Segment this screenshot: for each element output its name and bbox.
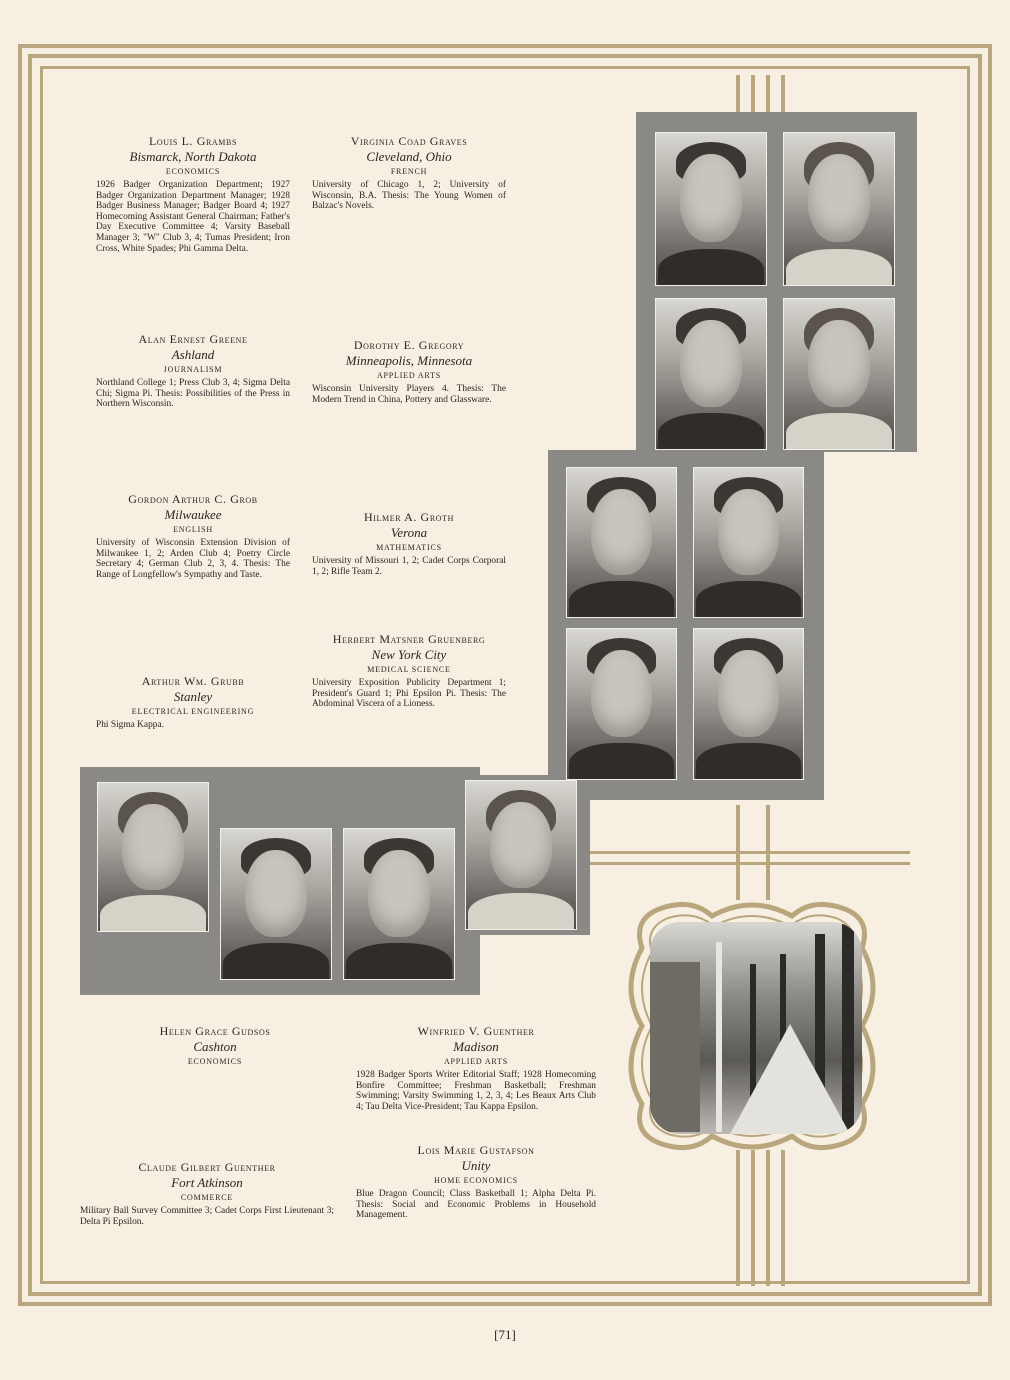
ornament-line	[766, 1150, 770, 1286]
student-name: Louis L. Grambs	[148, 134, 237, 148]
student-department: JOURNALISM	[163, 365, 223, 374]
student-entry	[118, 1024, 312, 1070]
student-name: Helen Grace Gudsos	[159, 1024, 271, 1038]
ornament-line	[766, 75, 770, 115]
student-name: Herbert Matsner Gruenberg	[332, 632, 486, 646]
student-department: FRENCH	[390, 167, 428, 176]
ornament-line	[736, 75, 740, 115]
student-department: COMMERCE	[180, 1193, 234, 1202]
student-activities: 1926 Badger Organization Department; 1927 Badger Organization Department Manager; 1928 Badger Business Manager; Badger Board 4; 1927 Homecoming Assistant General Chairman; Father's Day Executive Committee 4; Varsity Baseball Manager 3; "W" Club 3, 4; Tumas President; Iron Cross, White Spades; Phi Gamma Delta.	[96, 180, 290, 254]
student-entry	[80, 1160, 334, 1227]
student-name: Winfried V. Guenther	[417, 1024, 535, 1038]
student-entry	[96, 332, 290, 410]
student-hometown: Cashton	[193, 1039, 237, 1054]
student-activities: University of Missouri 1, 2; Cadet Corps Corporal 1, 2; Rifle Team 2.	[312, 556, 506, 577]
student-name: Dorothy E. Gregory	[353, 338, 465, 352]
student-activities: University of Chicago 1, 2; University of Wisconsin, B.A. Thesis: The Young Women of Balzac's Novels.	[312, 180, 506, 212]
student-activities: University of Wisconsin Extension Division of Milwaukee 1, 2; Arden Club 4; Poetry Circle Secretary 4; German Club 2, 3, 4. Thesis: The Range of Longfellow's Sympathy and Taste.	[96, 538, 290, 580]
student-name: Hilmer A. Groth	[364, 510, 454, 524]
portrait-photo	[655, 132, 767, 286]
student-hometown: New York City	[371, 647, 447, 662]
student-activities: Northland College 1; Press Club 3, 4; Sigma Delta Chi; Sigma Pi. Thesis: Possibilities of the Press in Northern Wisconsin.	[96, 378, 290, 410]
portrait-photo	[343, 828, 455, 980]
student-hometown: Unity	[461, 1158, 491, 1173]
student-hometown: Minneapolis, Minnesota	[345, 353, 473, 368]
student-hometown: Bismarck, North Dakota	[129, 149, 257, 164]
student-entry	[312, 338, 506, 405]
portrait-photo	[465, 780, 577, 930]
student-name: Claude Gilbert Guenther	[138, 1160, 276, 1174]
portrait-photo	[655, 298, 767, 450]
student-department: ECONOMICS	[165, 167, 221, 176]
ornament-crossbar	[580, 851, 910, 854]
portrait-photo	[566, 628, 677, 780]
ornament-line	[751, 75, 755, 115]
student-activities: Military Ball Survey Committee 3; Cadet Corps First Lieutenant 3; Delta Pi Epsilon.	[80, 1206, 334, 1227]
student-entry	[312, 632, 506, 710]
portrait-photo	[97, 782, 209, 932]
student-department: MATHEMATICS	[376, 543, 442, 552]
portrait-photo	[783, 132, 895, 286]
student-department: APPLIED ARTS	[443, 1057, 509, 1066]
student-hometown: Verona	[390, 525, 428, 540]
student-activities: University Exposition Publicity Department 1; President's Guard 1; Phi Epsilon Pi. Thesis: The Abdominal Viscera of a Lioness.	[312, 678, 506, 710]
student-name: Lois Marie Gustafson	[417, 1143, 535, 1157]
student-hometown: Milwaukee	[164, 507, 222, 522]
student-name: Gordon Arthur C. Grob	[128, 492, 258, 506]
ornament-line	[751, 1150, 755, 1286]
student-hometown: Cleveland, Ohio	[366, 149, 452, 164]
portrait-photo	[783, 298, 895, 450]
student-department: ELECTRICAL ENGINEERING	[131, 707, 255, 716]
student-hometown: Madison	[453, 1039, 499, 1054]
portrait-photo	[220, 828, 332, 980]
ornament-crossbar	[580, 862, 910, 865]
student-entry	[312, 510, 506, 577]
student-entry	[312, 134, 506, 212]
student-hometown: Stanley	[173, 689, 213, 704]
student-entry	[96, 492, 290, 580]
portrait-photo	[693, 628, 804, 780]
student-department: ECONOMICS	[187, 1057, 243, 1066]
student-hometown: Ashland	[171, 347, 215, 362]
portrait-photo	[566, 467, 677, 618]
student-activities: Wisconsin University Players 4. Thesis: The Modern Trend in China, Pottery and Glassware.	[312, 384, 506, 405]
ornament-line	[781, 75, 785, 115]
page-number: [71]	[494, 1327, 516, 1342]
student-activities: Blue Dragon Council; Class Basketball 1; Alpha Delta Pi. Thesis: Social and Economic Problems in Household Management.	[356, 1189, 596, 1221]
student-entry	[356, 1024, 596, 1112]
portrait-photo	[693, 467, 804, 618]
student-activities: Phi Sigma Kappa.	[96, 720, 164, 730]
student-hometown: Fort Atkinson	[171, 1175, 243, 1190]
student-entry	[356, 1143, 596, 1221]
ornament-line	[736, 1150, 740, 1286]
student-department: ENGLISH	[173, 525, 213, 534]
student-entry	[96, 674, 290, 731]
student-activities: 1928 Badger Sports Writer Editorial Staff; 1928 Homecoming Bonfire Committee; Freshman Basketball; Freshman Swimming; Varsity Swimming 1, 2, 3, 4; Les Beaux Arts Club 4; Tau Delta Vice-President; Tau Kappa Epsilon.	[356, 1070, 596, 1112]
student-department: APPLIED ARTS	[376, 371, 442, 380]
campus-walk-photo	[650, 922, 862, 1134]
student-department: HOME ECONOMICS	[434, 1176, 518, 1185]
student-department: MEDICAL SCIENCE	[367, 665, 451, 674]
student-name: Virginia Coad Graves	[350, 134, 468, 148]
student-entry	[96, 134, 290, 254]
ornament-line	[781, 1150, 785, 1286]
student-name: Alan Ernest Greene	[138, 332, 248, 346]
student-name: Arthur Wm. Grubb	[141, 674, 245, 688]
